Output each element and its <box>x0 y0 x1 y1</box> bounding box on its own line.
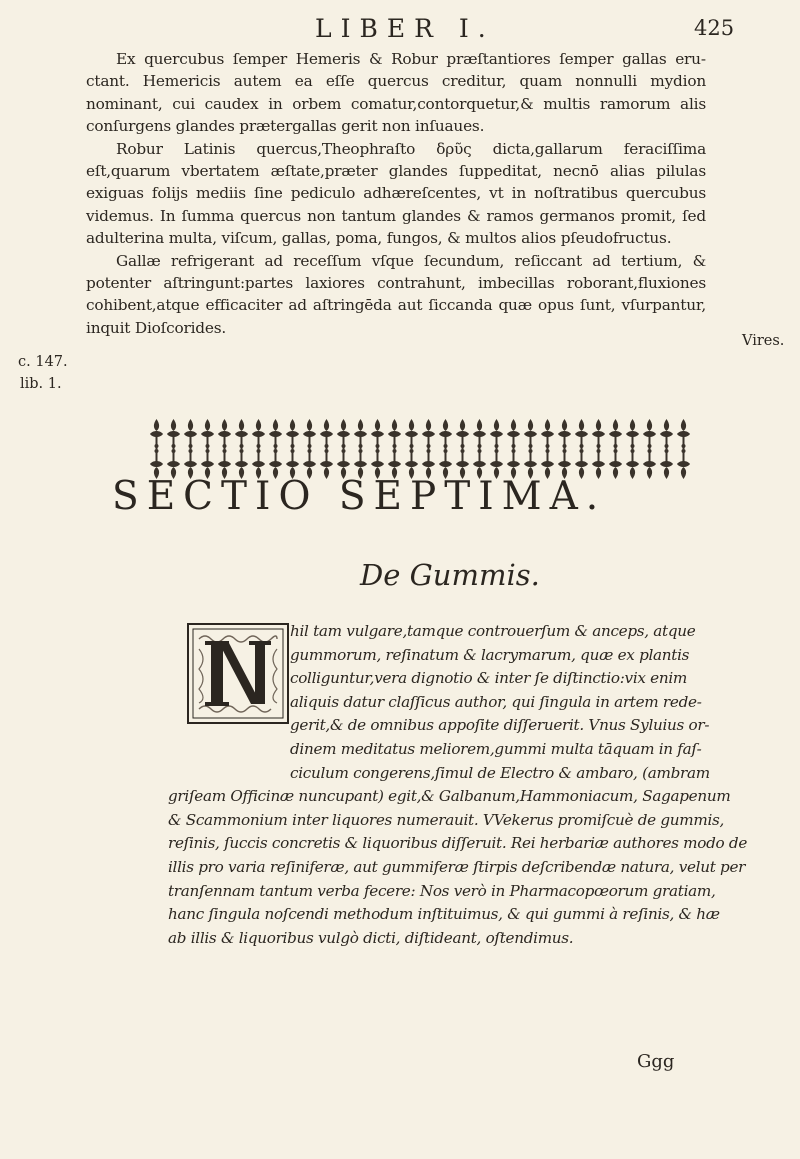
text-line: illis pro varia reſiniferæ, aut gummiferæ ſtirpis deſcribendæ natura, velut per <box>168 857 746 876</box>
text-line: dinem meditatus meliorem,gummi multa tāquam in faſ- <box>290 739 702 758</box>
margin-note-ref-chapter: c. 147. <box>18 354 68 370</box>
text-line: & Scammonium inter liquores numerauit. VVekerus promiſcuè de gummis, <box>168 810 725 829</box>
section-title: SECTIO SEPTIMA. <box>112 474 607 519</box>
page-number: 425 <box>694 16 735 40</box>
text-line: reſinis, ſuccis concretis & liquoribus diſſeruit. Rei herbariæ authores modo de <box>168 834 748 853</box>
margin-note-ref-book: lib. 1. <box>20 376 62 392</box>
body-text <box>86 48 706 339</box>
catchword: Ggg <box>637 1051 675 1072</box>
paragraph-robur: Robur Latinis quercus,Theophraſto δρῦς dicta,gallarum feraciſſima eſt,quarum vbertatem æſtate,præter glandes ſuppeditat, necnō alias pilulas exiguas folijs mediis ſine pediculo adhæreſcentes, vt in noſtratibus quercubus videmus. In ſumma quercus non tantum glandes & ramos germanos promit, ſed adulterina multa, viſcum, gallas, poma, fungos, & multos alios pſeudofructus. <box>86 139 706 248</box>
running-head <box>0 14 800 44</box>
text-line: aliquis datur claſſicus author, qui ſingula in artem rede- <box>290 692 702 711</box>
paragraph-gallae: Gallæ refrigerant ad receſſum vſque ſecundum, reſiccant ad tertium, & potenter aſtringunt:partes laxiores contrahunt, imbecillas roborant,fluxiones cohibent,atque efficaciter ad aſtringēda aut ſiccanda quæ opus ſunt, vſurpantur, inquit Dioſcorides. <box>86 251 706 337</box>
decorated-initial-n-icon <box>189 625 287 722</box>
text-line: ab illis & liquoribus vulgò dicti, diſtideant, oſtendimus. <box>168 928 574 947</box>
text-line: colliguntur,vera dignotio & inter ſe diſtinctio:vix enim <box>290 669 688 688</box>
text-line: hanc ſingula noſcendi methodum inſtituimus, & qui gummi à reſinis, & hæ <box>168 905 720 924</box>
decorated-initial <box>187 623 289 724</box>
text-line: gummorum, reſinatum & lacrymarum, quæ ex plantis <box>290 645 690 664</box>
text-line: ciculum congerens,ſimul de Electro & ambaro, (ambram <box>290 763 710 782</box>
text-line: gerit,& de omnibus appoſite diſſeruerit. Vnus Syluius or- <box>290 716 710 735</box>
text-line: tranſennam tantum verba fecere: Nos verò in Pharmacopœorum gratiam, <box>168 881 716 900</box>
margin-note-vires: Vires. <box>742 333 785 349</box>
subtitle: De Gummis. <box>360 558 540 592</box>
paragraph-hemeris: Ex quercubus ſemper Hemeris & Robur præſtantiores ſemper gallas eructant. Hemericis autem ea eſſe quercus creditur, quam nonnulli mydion nominant, cui caudex in orbem comatur,contorquetur,& multis ramorum alis conſurgens glandes prætergallas gerit non inſuaues. <box>86 50 706 136</box>
running-title: LIBER I. <box>315 14 495 43</box>
text-line: hil tam vulgare,tamque controuerſum & anceps, atque <box>290 622 696 640</box>
text-line: griſeam Officinæ nuncupant) egit,& Galbanum,Hammoniacum, Sagapenum <box>168 787 731 806</box>
